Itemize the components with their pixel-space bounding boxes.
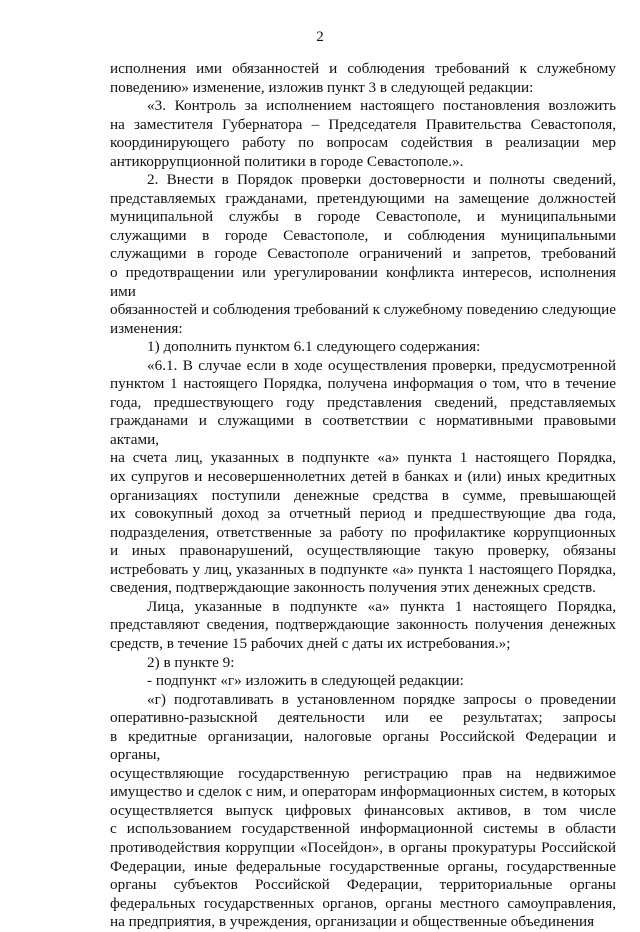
paragraph-line: с использованием государственной информационной системы в области <box>110 820 616 838</box>
paragraph-line: исполнения ими обязанностей и соблюдения требований к служебному <box>110 60 616 77</box>
paragraph-line: муниципальной службы в городе Севастополе, и муниципальными <box>110 208 616 226</box>
paragraph-line: их совокупный доход за отчетный период и предшествующие два года, <box>110 505 616 523</box>
paragraph-line: координирующего работу по вопросам содействия в реализации мер <box>110 134 616 152</box>
paragraph-line: 1) дополнить пунктом 6.1 следующего содержания: <box>147 338 481 356</box>
paragraph-line: «6.1. В случае если в ходе осуществления проверки, предусмотренной <box>147 356 616 374</box>
paragraph-line: представляемых гражданами, претендующими на замещение должностей <box>110 189 616 207</box>
paragraph-line: осуществляющие государственную регистрацию прав на недвижимое <box>110 764 616 782</box>
paragraph-line: на предприятия, в учреждения, организации и общественные объединения <box>110 913 595 931</box>
paragraph-line: имущество и сделок с ним, и операторам информационных систем, в которых <box>110 783 616 801</box>
paragraph-line: осуществляется выпуск цифровых финансовых активов, в том числе <box>110 801 616 819</box>
paragraph-line: года, предшествующего году представления сведений, представляемых <box>110 393 616 411</box>
paragraph-line: их супругов и несовершеннолетних детей в банках и (или) иных кредитных <box>110 468 616 486</box>
paragraph-line: Лица, указанные в подпункте «а» пункта 1 настоящего Порядка, <box>147 597 616 615</box>
document-body <box>110 60 616 932</box>
paragraph-line: «3. Контроль за исполнением настоящего постановления возложить <box>147 97 616 115</box>
paragraph-line: истребовать у лиц, указанных в подпункте «а» пункта 1 настоящего Порядка, <box>110 560 616 578</box>
paragraph-line: 2) в пункте 9: <box>147 653 235 671</box>
paragraph-line: о предотвращении или урегулировании конфликта интересов, исполнения ими <box>110 264 616 300</box>
paragraph-line: сведения, подтверждающие законность получения этих денежных средств. <box>110 579 596 597</box>
paragraph-line: пунктом 1 настоящего Порядка, получена информация о том, что в течение <box>110 375 616 393</box>
paragraph-line: представляют сведения, подтверждающие законность получения денежных <box>110 616 616 634</box>
paragraph-line: оперативно-разыскной деятельности или ее результатах; запросы <box>110 709 616 727</box>
paragraph-line: и иных правонарушений, осуществляющие такую проверку, обязаны <box>110 542 616 560</box>
paragraph-line: в кредитные организации, налоговые органы Российской Федерации и органы, <box>110 727 616 764</box>
paragraph-line: подразделения, ответственные за работу по профилактике коррупционных <box>110 523 616 541</box>
paragraph-line: противодействия коррупции «Посейдон», в органы прокуратуры Российской <box>110 838 616 856</box>
paragraph-line: - подпункт «г» изложить в следующей редакции: <box>147 672 464 690</box>
paragraph-line: органы субъектов Российской Федерации, территориальные органы <box>110 876 616 894</box>
paragraph-line: служащими в городе Севастополе, и соблюдения муниципальными <box>110 226 616 244</box>
paragraph-line: Федерации, иные федеральные государственные органы, государственные <box>110 857 616 875</box>
page-number: 2 <box>316 29 324 45</box>
paragraph-line: служащими в городе Севастополе ограничений и запретов, требований <box>110 245 616 263</box>
paragraph-line: антикоррупционной политики в городе Севастополе.». <box>110 152 464 170</box>
paragraph-line: организациях поступили денежные средства в сумме, превышающей <box>110 486 616 504</box>
paragraph-line: на счета лиц, указанных в подпункте «а» пункта 1 настоящего Порядка, <box>110 449 616 467</box>
paragraph-line: 2. Внести в Порядок проверки достоверности и полноты сведений, <box>147 171 616 189</box>
paragraph-line: средств, в течение 15 рабочих дней с даты их истребования.»; <box>110 634 511 652</box>
paragraph-line: изменения: <box>110 319 183 337</box>
paragraph-line: гражданами и служащими в соответствии с нормативными правовыми актами, <box>110 412 616 448</box>
paragraph-line: на заместителя Губернатора – Председателя Правительства Севастополя, <box>110 115 616 133</box>
paragraph-line: федеральных государственных органов, органы местного самоуправления, <box>110 894 616 912</box>
paragraph-line: «г) подготавливать в установленном порядке запросы о проведении <box>147 690 616 708</box>
paragraph-line: обязанностей и соблюдения требований к служебному поведению следующие <box>110 301 616 319</box>
paragraph-line: поведению» изменение, изложив пункт 3 в следующей редакции: <box>110 78 534 96</box>
